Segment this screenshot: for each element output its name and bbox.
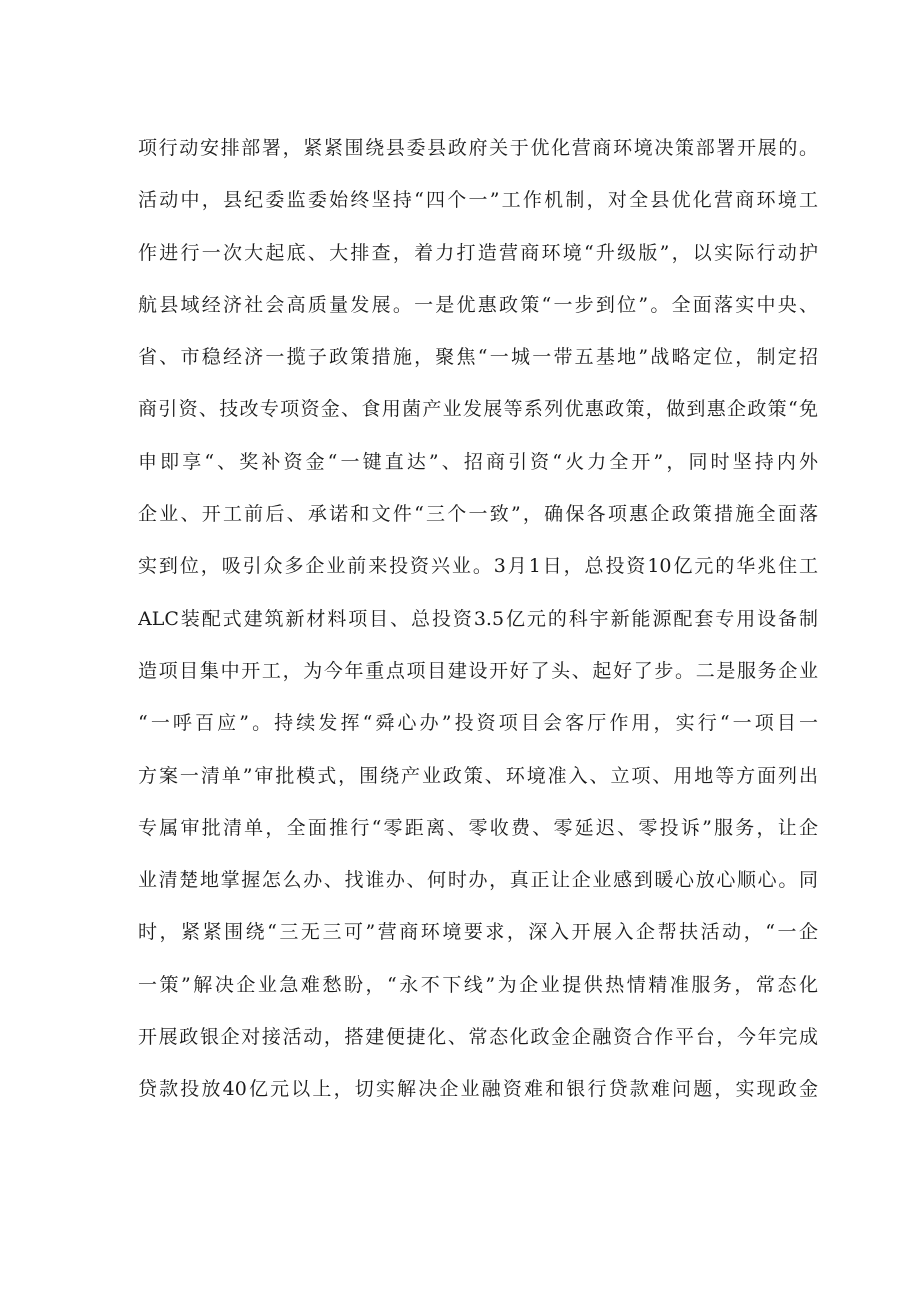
text-line-14: 专属审批清单，全面推行“零距离、零收费、零延迟、零投诉”服务，让企 [138,816,818,839]
text-line-9: 实到位，吸引众多企业前来投资兴业。3月1日，总投资10亿元的华兆住工 [138,555,818,578]
body-text [138,122,818,1116]
text-line-2: 活动中，县纪委监委始终坚持“四个一”工作机制，对全县优化营商环境工 [138,189,818,212]
text-line-16: 时，紧紧围绕“三无三可”营商环境要求，深入开展入企帮扶活动，“一企 [138,921,818,944]
text-line-13: 方案一清单”审批模式，围绕产业政策、环境准入、立项、用地等方面列出 [138,764,818,787]
text-line-19: 贷款投放40亿元以上，切实解决企业融资难和银行贷款难问题，实现政金 [138,1078,818,1101]
text-line-1: 项行动安排部署，紧紧围绕县委县政府关于优化营商环境决策部署开展的。 [138,137,818,159]
text-line-12: “一呼百应”。持续发挥“舜心办”投资项目会客厅作用，实行“一项目一 [138,712,818,735]
text-line-6: 商引资、技改专项资金、食用菌产业发展等系列优惠政策，做到惠企政策“免 [138,398,818,421]
text-line-17: 一策”解决企业急难愁盼，“永不下线”为企业提供热情精准服务，常态化 [138,973,818,996]
text-line-5: 省、市稳经济一揽子政策措施，聚焦“一城一带五基地”战略定位，制定招 [138,346,818,369]
text-line-7: 申即享“、奖补资金“一键直达”、招商引资“火力全开”，同时坚持内外 [138,450,818,473]
text-line-3: 作进行一次大起底、大排查，着力打造营商环境“升级版”，以实际行动护 [138,241,818,264]
text-line-18: 开展政银企对接活动，搭建便捷化、常态化政金企融资合作平台，今年完成 [138,1026,818,1049]
text-line-11: 造项目集中开工，为今年重点项目建设开好了头、起好了步。二是服务企业 [138,659,818,682]
text-line-8: 企业、开工前后、承诺和文件“三个一致”，确保各项惠企政策措施全面落 [138,503,818,526]
text-line-15: 业清楚地掌握怎么办、找谁办、何时办，真正让企业感到暖心放心顺心。同 [138,869,818,892]
text-line-4: 航县域经济社会高质量发展。一是优惠政策“一步到位”。全面落实中央、 [138,293,818,316]
text-line-10: ALC装配式建筑新材料项目、总投资3.5亿元的科宇新能源配套专用设备制 [138,607,818,630]
